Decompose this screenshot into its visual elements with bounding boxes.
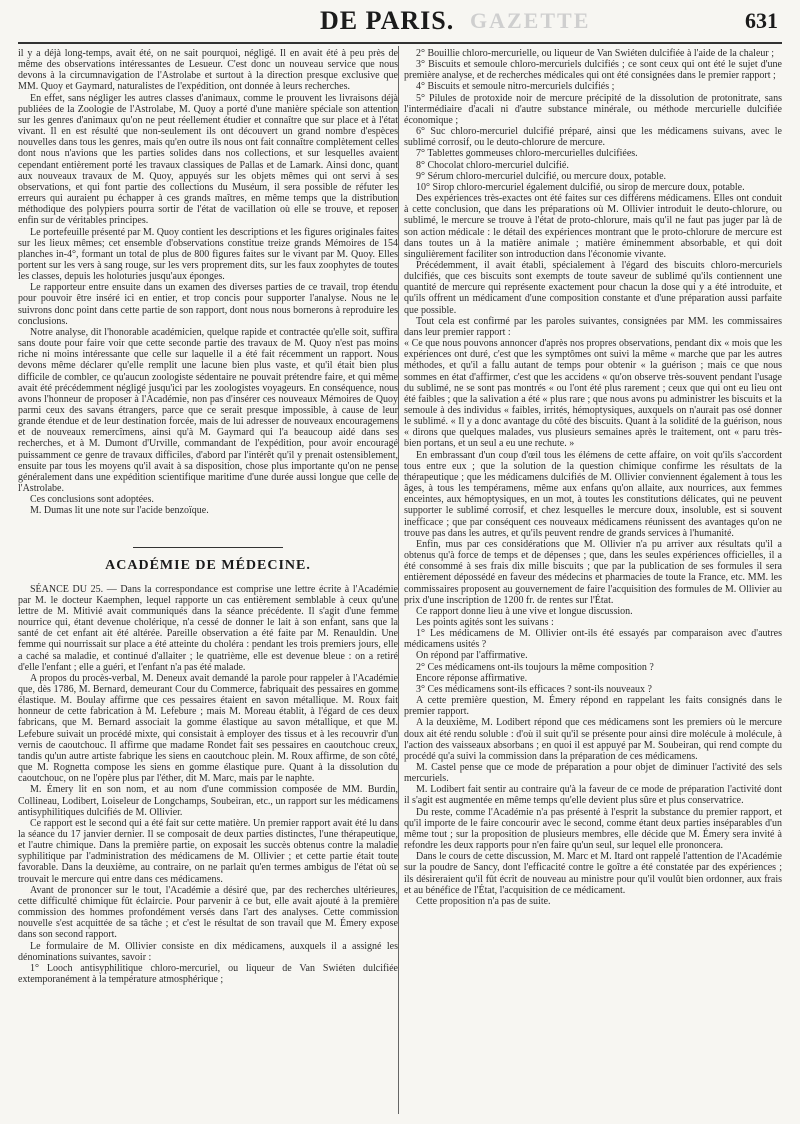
masthead [0,6,800,42]
paragraph: Ce rapport donne lieu à une vive et longue discussion. [416,605,633,617]
paragraph: Avant de prononcer sur le tout, l'Académie a désiré que, par des recherches ultérieures, cette difficulté chimique fût éclaircie. Pour parvenir à ce but, elle avait ajouté à la première commission des hommes profondément versés dans l'art des analyses. Cette commission nouvelle s'est acquittée de sa tâche ; et c'est le résultat de son travail que M. Émery expose dans son second rapport. [18,884,398,941]
paragraph: Ces conclusions sont adoptées. [30,494,154,506]
paragraph: A propos du procès-verbal, M. Deneux avait demandé la parole pour rappeler à l'Académie que, dès 1786, M. Bernard, demeurant Cour du Commerce, fabriquait des pessaires en gomme élastique. M. Boulay affirme que ces pessaires étaient en savon métallique. M. Roux fait honneur de cette fabrication à M. Lefebure ; mais M. Moreau établit, à l'égard de ces deux fabricans, que M. Bernard associait la gomme élastique au savon métallique, et que M. Lefebure suivait un procédé mixte, qui consistait à employer des tissus et à les recouvrir d'un vernis de caoutchouc. Il affirme que madame Rondet fait ses pessaires en caoutchouc creux, tandis qu'un autre artiste fabrique les siens en caoutchouc plein. M. Roux affirme, de son côté, que M. Rognetta compose les siens en gomme élastique pure. Quant à la dissolution du caoutchouc, on ne l'opère plus par l'éther, dit M. Marc, mais par le naphte. [18,672,398,785]
paragraph: Tout cela est confirmé par les paroles suivantes, consignées par MM. les commissaires dans leur premier rapport : [404,315,782,338]
ghost-header-text: GAZETTE [470,8,591,33]
list-item: 3° Biscuits et semoule chloro-mercuriels dulcifiés ; ce sont ceux qui ont été le sujet d'une première analyse, et de recherches médicales qui ont été consignées dans le premier rapport ; [404,59,782,82]
section-divider-rule [133,547,283,548]
page-number: 631 [745,8,778,33]
paragraph: En embrassant d'un coup d'œil tous les élémens de cette affaire, on voit qu'ils s'accordent tous entre eux ; que la solution de la question chimique confirme les résultats de la thérapeutique ; que les médicamens dulcifiés de M. Ollivier conviennent également à tous les âges, à tous les tempéramens, même aux enfans qu'on allaite, aux nourrices, aux femmes enceintes, aux hémoptysiques, en un mot, à toutes les constitutions délicates, qui ne peuvent supporter le sublimé corrosif, et chez lesquelles le mercure doux, insoluble, est si souvent inefficace ; que par conséquent ces nouveaux médicamens réunissent des avantages qu'on ne trouve pas dans les autres, et qu'ils peuvent rendre de grands services à l'humanité. [404,449,782,539]
list-item: 8° Chocolat chloro-mercuriel dulcifié. [416,159,569,171]
paragraph: En effet, sans négliger les autres classes d'animaux, comme le prouvent les livraisons déjà publiées de la Zoologie de l'Astrolabe, M. Quoy a porté d'une manière spéciale son attention sur les genres d'animaux qu'on ne peut réellement étudier et connaître que sur place et à l'état vivant. Il en est résulté que non-seulement ils ont découvert un grand nombre d'espèces nouvelles dans tous les genres, mais qu'en outre ils nous ont fait connaître complètement celles dont nous n'avions que les parties solides dans nos collections, et sur lesquelles avaient cependant entièrement porté les travaux classiques de Pallas et de Lamark. Ainsi donc, quant aux nouveaux travaux de M. Quoy, appuyés sur les objets mêmes qui ont servi à ses observations, et qui font partie des collections du Muséum, il sera possible de réfuter les erreurs qui auraient pu échapper à ces grands maîtres, en même temps que la distribution méthodique des polypiers pourra sortir de l'état de vacillation où elle se trouve, et reposer enfin sur de véritables principes. [18,92,398,227]
paragraph: Ce rapport est le second qui a été fait sur cette matière. Un premier rapport avait été lu dans la séance du 17 janvier dernier. Il se composait de deux parties distinctes, l'une thérapeutique, et l'autre chimique. Dans la première partie, on exposait les succès obtenus contre la maladie syphilitique par l'administration des médicamens de M. Ollivier ; et cette partie était toute favorable. Dans la deuxième, au contraire, on ne parlait qu'en termes ambigus de l'état où se trouvait le mercure qui entre dans ces médicamens. [18,817,398,885]
paragraph: Cette proposition n'a pas de suite. [416,895,551,907]
paragraph: il y a déjà long-temps, avait été, on ne sait pourquoi, négligé. Il en avait été à peu près de même des observations intéressantes de Lesueur. C'est donc un nouveau service que nous devons à la circumnavigation de l'Astrolabe et surtout à la direction presque exclusive que MM. Quoy et Gaymard, naturalistes de l'expédition, ont donnée à leurs recherches. [18,48,398,93]
list-item: 6° Suc chloro-mercuriel dulcifié préparé, ainsi que les médicamens suivans, avec le sublimé corrosif, ou le deuto-chlorure de mercure. [404,126,782,149]
quotation: « Ce que nous pouvons annoncer d'après nos propres observations, pendant dix « mois que les expériences ont duré, c'est que les symptômes ont suivi la même « marche que par les autres méthodes, et qu'il a fallu autant de temps pour obtenir « la guérison ; mais ce que nous sommes en état d'affirmer, c'est que les accidens « qu'on observe très-souvent pendant l'usage du sublimé, ne se sont pas montrés « ou l'ont été plus rarement ; ceux que qui ont eu lieu ont été faibles ; que la salivation a été « plus rare ; que nous avons pu administrer les biscuits et la semoule à des individus « faibles, irrités, hémoptysiques, auxquels on n'aurait pas osé donner le sublimé. « Il y a donc avantage du côté des biscuits. Quant à la solidité de la guérison, nous « dirons que quelques malades, vus plusieurs semaines après le traitement, ont « paru très-bien portans, et un seul a eu une rechute. » [404,338,782,450]
paragraph: Du reste, comme l'Académie n'a pas présenté à l'esprit la substance du premier rapport, et qu'il importe de le faire concourir avec le second, comme étant deux parties inséparables d'un même tout ; sur la proposition de plusieurs membres, elle décide que M. Émery sera invité à refondre les deux rapports pour n'en faire qu'un seul, sur lequel elle prononcera. [404,806,782,852]
paragraph: 3° Ces médicamens sont-ils efficaces ? sont-ils nouveaux ? [416,683,652,695]
list-item: 2° Bouillie chloro-mercurielle, ou liqueur de Van Swiéten dulcifiée à l'aide de la chaleur ; [416,48,774,59]
paragraph: Le formulaire de M. Ollivier consiste en dix médicamens, auxquels il a assigné les dénominations suivantes, savoir : [18,940,398,963]
paragraph: M. Lodibert fait sentir au contraire qu'à la faveur de ce mode de préparation l'activité dont il s'agit est augmentée en même temps qu'elle devient plus sûre et plus conservatrice. [404,784,782,807]
paragraph: M. Émery lit en son nom, et au nom d'une commission composée de MM. Burdin, Collineau, Lodibert, Loiseleur de Longchamps, Soubeiran, etc., un rapport sur les médicamens antisyphilitiques dulcifiés de M. Ollivier. [18,784,398,818]
paragraph: M. Dumas lit une note sur l'acide benzoïque. [30,505,209,517]
paragraph: 2° Ces médicamens ont-ils toujours la même composition ? [416,661,654,673]
paragraph: A cette première question, M. Émery répond en rappelant les faits consignés dans le premier rapport. [404,695,782,718]
column-divider [398,46,399,1114]
left-column [18,48,398,1118]
list-item: 10° Sirop chloro-mercuriel également dulcifié, ou sirop de mercure doux, potable. [416,181,745,193]
page-header-title: DE PARIS. [320,6,455,35]
paragraph: Des expériences très-exactes ont été faites sur ces différens médicamens. Elles ont conduit à cette conclusion, que dans les préparations où M. Ollivier introduit le deuto-chlorure, ou sublimé, le mercure se trouve à l'état de proto-chlorure, mais qu'il ne faut pas juger par là de son action médicale : le détail des expériences montrant que le proto-chlorure de mercure est dans toutes un à la matière animale ; matière éminemment absorbable, et qui doit singulièrement faciliter son introduction dans l'économie vivante. [404,193,782,260]
paragraph: Les points agités sont les suivans : [416,616,554,628]
paragraph: A la deuxième, M. Lodibert répond que ces médicamens sont les premiers où le mercure doux ait été rendu soluble : d'où il suit qu'il se présente pour ainsi dire molécule à molécule, à l'action des vaisseaux absorbans ; en quoi il est appuyé par M. Soubeiran, qui rend compte du procédé qu'a suivi la commission dans la préparation de ces médicamens. [404,717,782,762]
paragraph: Le portefeuille présenté par M. Quoy contient les descriptions et les figures originales faites sur les lieux mêmes; cet ensemble d'observations constitue treize grands Mémoires de 154 planches in-4°, formant un total de plus de 800 figures faites sur le vivant par M. Quoy. Elles portent sur les vers à sang rouge, sur les vers proprement dits, sur les faux zoophytes de toutes les classes, depuis les holoturies jusqu'aux éponges. [18,226,398,283]
header-rule [18,42,782,44]
right-column [404,48,782,1118]
list-item: 7° Tablettes gommeuses chloro-mercurielles dulcifiées. [416,148,638,160]
paragraph: Enfin, mus par ces considérations que M. Ollivier n'a pu arriver aux résultats qu'il a obtenus qu'à force de temps et de dépenses ; que, dans les seules expériences officielles, il a été consommé à ses frais dix mille biscuits ; que par la publication de ses formules il sera entièrement dépossédé en faveur des médecins et pharmacies de toute la France, etc. MM. les commissaires proposent au gouvernement de faire l'acquisition des formules de M. Ollivier au prix d'une inscription de 1200 fr. de rentes sur l'État. [404,538,782,606]
paragraph: 1° Looch antisyphilitique chloro-mercuriel, ou liqueur de Van Swiéten dulcifiée extemporanément à la température atmosphérique ; [18,962,398,986]
paragraph: Notre analyse, dit l'honorable académicien, quelque rapide et contractée qu'elle soit, suffira sans doute pour faire voir que cette seconde partie des travaux de M. Quoy n'est pas moins riche ni moins intéressante que celle sur laquelle il a été fait récemment un rapport. Nous devons même déclarer qu'elle remplit une lacune bien plus vaste, et qu'il était bien plus difficile de combler, ce qu'aucun zoologiste sédentaire ne pouvait prétendre faire, et qui même avait été précédemment négligé jusqu'ici par les zoologistes voyageurs. En conséquence, nous avons l'honneur de proposer à l'Académie, non pas d'insérer ces nouveaux Mémoires de Quoy parmi ceux des savans étrangers, parce que ce serait presque impossible, à cause de leur grande étendue et de leur destination forcée, mais de lui adresser de nouveaux encouragemens et de nouveaux remercîmens, ainsi qu'à M. Gaymard qui l'a beaucoup aidé dans ses recherches, et à M. Dumont d'Urville, commandant de l'expédition, pour avoir encouragé puissamment ce genre de travaux difficiles, d'abord par l'intérêt qu'il y prenait ostensiblement, ensuite par tous les moyens qu'il avait à sa disposition, chose plus importante qu'on ne pense généralement dans une expédition scientifique maritime d'une durée aussi longue que celle de l'Astrolabe. [18,326,398,495]
list-item: 4° Biscuits et semoule nitro-mercuriels dulcifiés ; [416,81,615,93]
section-heading: ACADÉMIE DE MÉDECINE. [105,557,311,573]
paragraph: Le rapporteur entre ensuite dans un examen des diverses parties de ce travail, trop étendu pour pouvoir être inséré ici en entier, et trop concis pour supporter l'analyse. Nous ne le suivrons donc point dans cette partie de son rapport, dont nous nous bornerons à reproduire les conclusions. [18,282,398,327]
paragraph: 1° Les médicamens de M. Ollivier ont-ils été essayés par comparaison avec d'autres médicamens usités ? [404,628,782,651]
paragraph: M. Castel pense que ce mode de préparation a pour objet de diminuer l'activité des sels mercuriels. [404,762,782,785]
paragraph: Dans le cours de cette discussion, M. Marc et M. Itard ont rappelé l'attention de l'Académie sur la poudre de Sancy, dont l'efficacité contre le goître a été constatée par des expériences ; ils désireraient qu'il fût écrit de nouveau au ministre pour qu'il voulût bien ordonner, aux frais et au bénéfice de l'État, l'acquisition de ce médicament. [404,851,782,896]
paragraph: On répond par l'affirmative. [416,650,528,662]
paragraph: Précédemment, il avait établi, spécialement à l'égard des biscuits chloro-mercuriels dulcifiés, que ces biscuits sont exempts de toute saveur de sublimé qu'ils contiennent une quantité de mercure qui représente exactement pour chacun la dose qui y a été introduite, et qu'ils offrent un médicament d'une composition constante et d'une préparation aussi parfaite que possible. [404,259,782,316]
paragraph: SÉANCE DU 25. — Dans la correspondance est comprise une lettre écrite à l'Académie par M. le docteur Kaemphen, lequel rapporte un cas entièrement semblable à ceux qu'une lettre de M. Mitivié avait communiqués dans la séance précédente. Il s'agit d'une femme nourrice qui, étant devenue cholérique, n'a cessé de donner le lait à son enfant, sans que la santé de cet enfant ait été altérée. Pareille observation a été faite par M. Renauldin. Une femme qui nourrissait sur place a été atteinte du choléra : pendant les trois premiers jours, elle a caché sa maladie, et continué d'allaiter ; le quatrième, elle est devenue bleue : on a retiré d'elle l'enfant ; elle a guéri, et l'enfant n'a pas été malade. [18,583,398,673]
paragraph: Encore réponse affirmative. [416,672,528,684]
list-item: 5° Pilules de protoxide noir de mercure précipité de la dissolution de protonitrate, sans l'intermédiaire d'acali ni d'autre substance minérale, ou méthode mercurielle dulcifiée économique ; [404,92,782,126]
list-item: 9° Sérum chloro-mercuriel dulcifié, ou mercure doux, potable. [416,170,667,182]
